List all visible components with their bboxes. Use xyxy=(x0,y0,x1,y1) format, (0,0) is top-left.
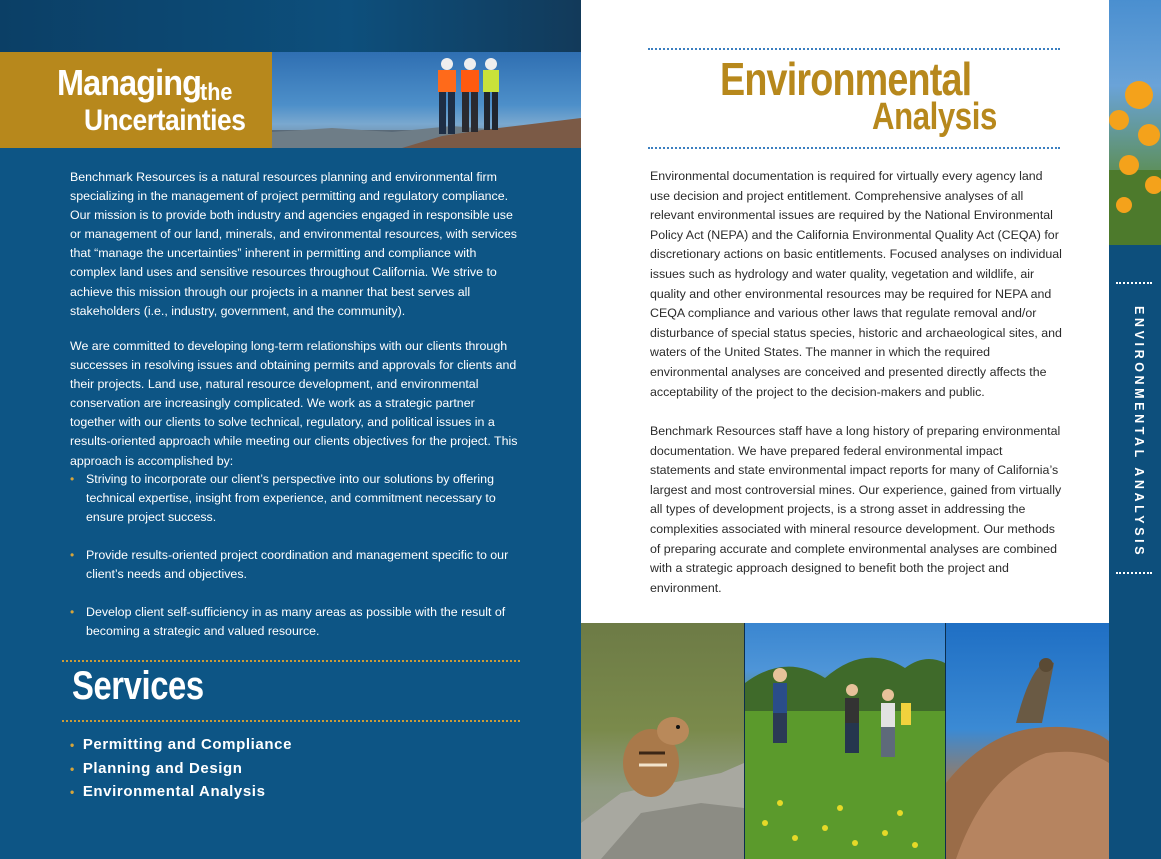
bullet-icon: • xyxy=(70,762,75,776)
title-divider-bottom xyxy=(648,147,1060,149)
list-item xyxy=(70,470,510,527)
title-uncertainties: Uncertainties xyxy=(84,104,246,137)
service-planning xyxy=(70,760,243,777)
poppy-photo xyxy=(1109,0,1161,245)
bullet-text: Provide results-oriented project coordination and management specific to our client’s needs and objectives. xyxy=(86,548,509,582)
bullet-icon: • xyxy=(70,738,75,752)
env-title-line2: Analysis xyxy=(872,96,997,138)
commitment-paragraph: We are committed to developing long-term relationships with our clients through successes in resolving issues and obtaining permits and approvals for clients and their projects. Land use, natural resource development, and environmental conservation are increasingly complicated. We work as a strategic partner together with our clients to solve technical, regulatory, and political issues in a results-oriented approach while meeting our clients objectives for the project. This approach is accomplished by: xyxy=(70,339,518,468)
bullet-icon: • xyxy=(70,785,75,799)
service-permitting xyxy=(70,736,292,753)
services-heading: Services xyxy=(72,664,204,708)
env-paragraph-1: Environmental documentation is required for virtually every agency land use decision and project entitlement. Comprehensive analyses of all relevant environmental issues are required by the National Environmental Policy Act (NEPA) and the California Environmental Quality Act (CEQA) for discretionary actions on basic entitlements. Focused analyses on individual issues such as hydrology and water quality, vegetation and wildlife, air quality and other environmental resources may be required for NEPA and CEQA compliance and various other laws that regulate removal and/or disturbance of special status species, historic and archaeological sites, and waters of the United States. The manner in which the required environmental analyses are conceived and presented directly affects the acceptability of the project to the decision-makers and public. xyxy=(650,169,1062,399)
intro-paragraph: Benchmark Resources is a natural resources planning and environmental firm specializing in the management of project permitting and regulatory compliance. Our mission is to provide both industry and agencies engaged in responsible use or management of our land, minerals, and environmental resources, with services that “manage the uncertainties” inherent in permitting and compliance with complex land uses and sensitive resources throughout California. We strive to achieve this mission through our projects in a manner that best serves all stakeholders (i.e., industry, government, and the community). xyxy=(70,170,517,318)
services-divider-top xyxy=(62,660,520,662)
service-label: Planning and Design xyxy=(82,760,243,777)
title-divider-top xyxy=(648,48,1060,50)
workers-photo xyxy=(272,52,581,148)
list-item xyxy=(70,546,510,584)
bullet-icon: • xyxy=(70,472,75,486)
approach-bullet-list xyxy=(70,470,510,640)
managing-title-box xyxy=(0,52,272,148)
service-label: Environmental Analysis xyxy=(82,783,266,800)
list-item xyxy=(70,603,510,641)
title-managing: Managing xyxy=(57,62,201,103)
left-top-strip xyxy=(0,0,581,52)
lizard-photo xyxy=(946,623,1109,859)
side-label: ENVIRONMENTAL ANALYSIS xyxy=(1132,306,1146,559)
side-divider-bottom xyxy=(1116,572,1152,574)
title-the: the xyxy=(200,79,233,106)
services-divider-bottom xyxy=(62,720,520,722)
service-environmental xyxy=(70,783,266,800)
env-title-line1: Environmental xyxy=(720,53,972,105)
side-divider-top xyxy=(1116,282,1152,284)
service-label: Permitting and Compliance xyxy=(82,736,293,753)
squirrel-photo xyxy=(581,623,744,859)
bullet-icon: • xyxy=(70,605,75,619)
env-paragraph-2: Benchmark Resources staff have a long history of preparing environmental documentation. We have prepared federal environmental impact statements and state environmental impact reports for many of California’s largest and most controversial mines. Our experience, gained from virtually all types of development projects, is a strong asset in addressing the complexities associated with mineral resource development. Our methods of preparing accurate and complete environmental analyses are combined with a strategic approach designed to benefit both the project and environment. xyxy=(650,424,1062,595)
bullet-text: Striving to incorporate our client’s perspective into our solutions by offering technical expertise, insight from experience, and commitment necessary to ensure project success. xyxy=(86,472,496,525)
bullet-text: Develop client self-sufficiency in as many areas as possible with the result of becoming a strategic and valued resource. xyxy=(86,605,506,639)
field-survey-photo xyxy=(745,623,945,859)
bullet-icon: • xyxy=(70,548,75,562)
